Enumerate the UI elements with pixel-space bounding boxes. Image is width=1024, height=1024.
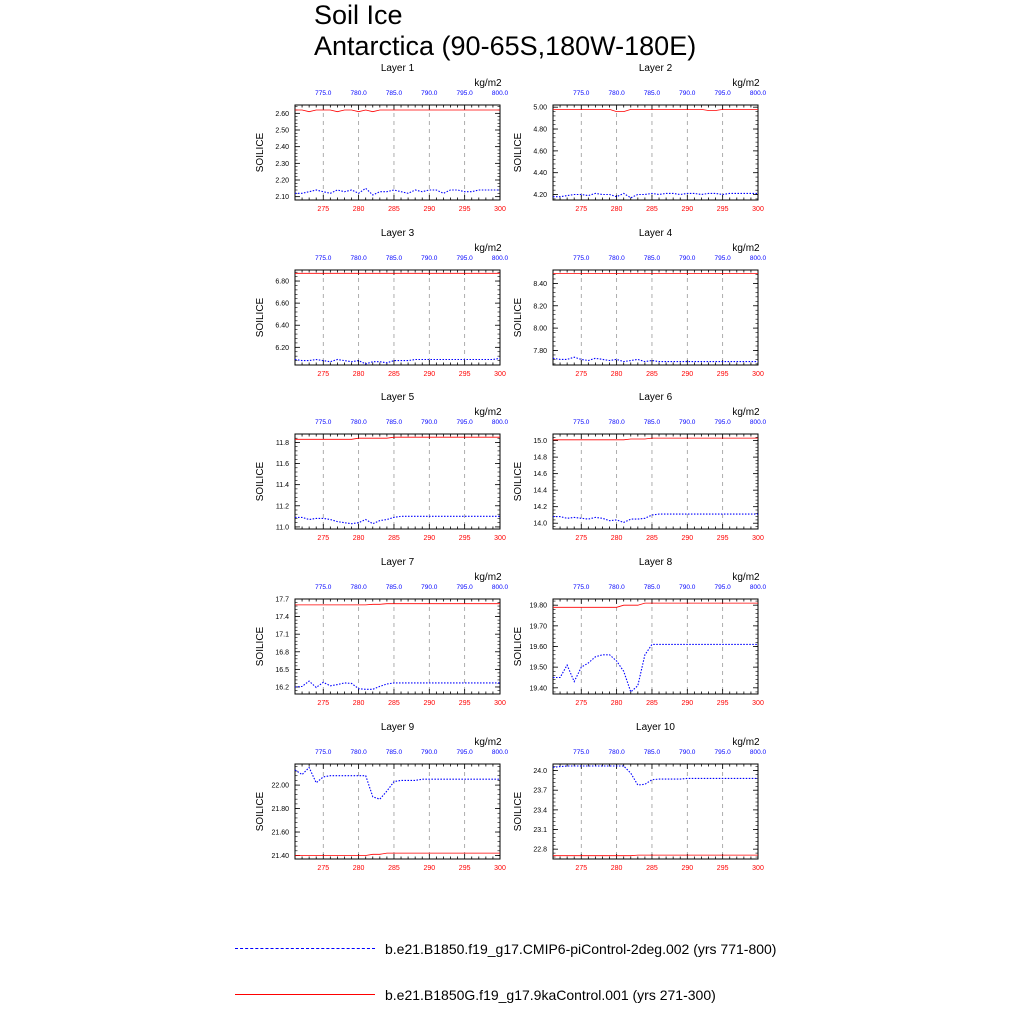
p3-y-tick-label: 6.40	[275, 322, 289, 330]
p10-series-line-dashed	[553, 766, 758, 785]
p8-y-tick-label: 19.80	[529, 602, 547, 610]
p6-panel-title: Layer 6	[638, 392, 673, 403]
p1-y-tick-label: 2.30	[275, 160, 289, 168]
p4-y-tick-label: 7.80	[533, 347, 547, 355]
p7-y-tick-label: 17.7	[275, 596, 289, 604]
p5-y-tick-label: 11.2	[275, 503, 289, 511]
p4-x-tick-label-bottom: 290	[681, 371, 694, 378]
p3-y-tick-label: 6.80	[275, 278, 289, 286]
p5-units-label: kg/m2	[474, 407, 502, 418]
p8-x-tick-label-bottom: 300	[752, 700, 764, 707]
p6-x-tick-label-top: 800.0	[749, 419, 767, 426]
p1-x-tick-label-top: 785.0	[385, 90, 403, 97]
p4-y-tick-label: 8.20	[533, 303, 547, 311]
p5-y-tick-label: 11.0	[275, 524, 289, 532]
p8-x-tick-label-bottom: 295	[716, 700, 729, 707]
p8-units-label: kg/m2	[732, 572, 760, 583]
p3-series-line-dashed	[295, 358, 500, 364]
p4-x-tick-label-top: 795.0	[714, 255, 731, 262]
p2-units-label: kg/m2	[732, 78, 760, 89]
p3-x-tick-label-top: 790.0	[421, 255, 438, 262]
figure-title: Soil Ice	[314, 0, 403, 30]
p2-y-tick-label: 5.00	[533, 104, 547, 112]
p2-x-tick-label-bottom: 285	[646, 206, 658, 213]
p5-y-tick-label: 11.6	[275, 461, 289, 469]
p1-panel-title: Layer 1	[380, 63, 415, 74]
p8-y-tick-label: 19.70	[529, 623, 547, 631]
p6-x-tick-label-bottom: 285	[646, 535, 658, 542]
p10-x-tick-label-top: 795.0	[714, 749, 731, 756]
p8-x-tick-label-bottom: 285	[646, 700, 658, 707]
p2-x-tick-label-bottom: 275	[575, 206, 588, 213]
p6-y-tick-label: 14.6	[533, 471, 547, 479]
p10-x-tick-label-bottom: 275	[575, 865, 588, 872]
p2-y-tick-label: 4.40	[533, 170, 547, 178]
p4-x-tick-label-top: 790.0	[679, 255, 696, 262]
p10-x-tick-label-bottom: 285	[646, 865, 658, 872]
p6-x-tick-label-bottom: 295	[716, 535, 729, 542]
p3-x-tick-label-bottom: 280	[352, 371, 365, 378]
p7-y-tick-label: 17.1	[275, 631, 289, 639]
p7-x-tick-label-top: 795.0	[456, 584, 473, 591]
p2-y-tick-label: 4.20	[533, 192, 547, 200]
p3-units-label: kg/m2	[474, 243, 502, 254]
p7-series-line-solid	[295, 604, 500, 605]
legend-label-solid: b.e21.B1850G.f19_g17.9kaControl.001 (yrs 271-300)	[385, 987, 716, 1003]
p10-panel-title: Layer 10	[636, 722, 675, 733]
p5-series-line-dashed	[295, 516, 500, 523]
p1-y-tick-label: 2.20	[275, 177, 289, 185]
p3-x-tick-label-top: 780.0	[350, 255, 367, 262]
p4-y-axis-label: SOILICE	[513, 297, 524, 338]
p5-x-tick-label-top: 790.0	[421, 419, 438, 426]
p5-series-line-solid	[295, 437, 500, 439]
p1-series-line-solid	[295, 110, 500, 112]
p9-x-tick-label-top: 790.0	[421, 749, 438, 756]
p7-y-axis-label: SOILICE	[255, 626, 266, 667]
p7-y-tick-label: 16.2	[275, 684, 289, 692]
p9-x-tick-label-bottom: 280	[352, 865, 365, 872]
p6-y-axis-label: SOILICE	[513, 461, 524, 502]
p1-x-tick-label-bottom: 300	[494, 206, 506, 213]
p5-x-tick-label-bottom: 280	[352, 535, 365, 542]
p5-x-tick-label-bottom: 290	[423, 535, 436, 542]
p4-x-tick-label-bottom: 300	[752, 371, 764, 378]
p10-x-tick-label-bottom: 300	[752, 865, 764, 872]
legend-line-solid	[235, 994, 375, 995]
p9-x-tick-label-bottom: 285	[388, 865, 400, 872]
p1-y-tick-label: 2.40	[275, 144, 289, 152]
p10-x-tick-label-top: 775.0	[573, 749, 590, 756]
p10-plot-frame	[553, 764, 758, 859]
p4-x-tick-label-top: 775.0	[573, 255, 590, 262]
p8-y-tick-label: 19.50	[529, 664, 547, 672]
p3-x-tick-label-bottom: 285	[388, 371, 400, 378]
p7-x-tick-label-bottom: 285	[388, 700, 400, 707]
p7-x-tick-label-top: 785.0	[385, 584, 403, 591]
p5-y-tick-label: 11.8	[275, 439, 289, 447]
p3-x-tick-label-bottom: 275	[317, 371, 330, 378]
p1-y-tick-label: 2.10	[275, 194, 289, 202]
p7-x-tick-label-top: 790.0	[421, 584, 438, 591]
p9-y-axis-label: SOILICE	[255, 791, 266, 832]
p5-x-tick-label-top: 785.0	[385, 419, 403, 426]
p1-x-tick-label-bottom: 280	[352, 206, 365, 213]
p2-x-tick-label-top: 785.0	[643, 90, 661, 97]
p7-units-label: kg/m2	[474, 572, 502, 583]
p8-y-tick-label: 19.60	[529, 644, 547, 651]
p4-units-label: kg/m2	[732, 243, 760, 254]
p6-y-tick-label: 14.4	[533, 487, 547, 495]
p6-x-tick-label-top: 790.0	[679, 419, 696, 426]
p2-x-tick-label-bottom: 295	[716, 206, 729, 213]
p1-x-tick-label-top: 775.0	[315, 90, 332, 97]
p10-x-tick-label-bottom: 290	[681, 865, 694, 872]
p1-series-line-dashed	[295, 188, 500, 195]
p6-x-tick-label-bottom: 275	[575, 535, 588, 542]
p1-x-tick-label-top: 795.0	[456, 90, 473, 97]
p5-plot-frame	[295, 434, 500, 529]
p8-x-tick-label-top: 790.0	[679, 584, 696, 591]
p3-x-tick-label-top: 800.0	[491, 255, 509, 262]
p1-x-tick-label-bottom: 295	[458, 206, 471, 213]
p5-x-tick-label-bottom: 285	[388, 535, 400, 542]
p4-plot-frame	[553, 270, 758, 365]
p4-x-tick-label-bottom: 285	[646, 371, 658, 378]
p2-x-tick-label-top: 790.0	[679, 90, 696, 97]
p4-y-tick-label: 8.40	[533, 280, 547, 288]
p5-x-tick-label-bottom: 275	[317, 535, 330, 542]
p2-plot-frame	[553, 105, 758, 200]
p9-y-tick-label: 22.00	[271, 782, 289, 790]
p7-x-tick-label-top: 800.0	[491, 584, 509, 591]
p9-y-tick-label: 21.80	[271, 806, 289, 814]
p7-y-tick-label: 17.4	[275, 614, 289, 622]
p1-y-tick-label: 2.50	[275, 127, 289, 135]
p8-y-axis-label: SOILICE	[513, 626, 524, 667]
p5-x-tick-label-top: 775.0	[315, 419, 332, 426]
p1-x-tick-label-bottom: 285	[388, 206, 400, 213]
p7-x-tick-label-bottom: 295	[458, 700, 471, 707]
p6-x-tick-label-bottom: 290	[681, 535, 694, 542]
p8-series-line-solid	[553, 603, 758, 607]
p6-y-tick-label: 15.0	[533, 438, 547, 446]
p6-y-tick-label: 14.8	[533, 454, 547, 462]
p9-x-tick-label-top: 795.0	[456, 749, 473, 756]
p9-panel-title: Layer 9	[380, 722, 415, 733]
p7-x-tick-label-top: 780.0	[350, 584, 367, 591]
p4-series-line-dashed	[553, 357, 758, 361]
p9-x-tick-label-top: 775.0	[315, 749, 332, 756]
p7-panel-title: Layer 7	[380, 557, 415, 568]
p4-x-tick-label-bottom: 295	[716, 371, 729, 378]
p6-y-tick-label: 14.2	[533, 504, 547, 512]
p9-units-label: kg/m2	[474, 737, 502, 748]
p2-series-line-dashed	[553, 193, 758, 197]
p2-panel-title: Layer 2	[638, 63, 673, 74]
p3-x-tick-label-top: 775.0	[315, 255, 332, 262]
p1-x-tick-label-top: 780.0	[350, 90, 367, 97]
p5-x-tick-label-top: 795.0	[456, 419, 473, 426]
p9-x-tick-label-bottom: 290	[423, 865, 436, 872]
p10-x-tick-label-top: 780.0	[608, 749, 625, 756]
p10-y-tick-label: 22.8	[533, 846, 547, 854]
p6-x-tick-label-top: 795.0	[714, 419, 731, 426]
p2-x-tick-label-top: 795.0	[714, 90, 731, 97]
legend-line-dashed	[235, 948, 375, 949]
p8-x-tick-label-top: 785.0	[643, 584, 661, 591]
p6-x-tick-label-top: 785.0	[643, 419, 661, 426]
p9-series-line-dashed	[295, 768, 500, 800]
p8-x-tick-label-top: 780.0	[608, 584, 625, 591]
p3-plot-frame	[295, 270, 500, 365]
p8-x-tick-label-top: 775.0	[573, 584, 590, 591]
p3-x-tick-label-top: 785.0	[385, 255, 403, 262]
p1-plot-frame	[295, 105, 500, 200]
p1-x-tick-label-top: 800.0	[491, 90, 509, 97]
p6-x-tick-label-top: 775.0	[573, 419, 590, 426]
p9-plot-frame	[295, 764, 500, 859]
p4-x-tick-label-top: 800.0	[749, 255, 767, 262]
p7-y-tick-label: 16.5	[275, 666, 289, 674]
p4-x-tick-label-top: 780.0	[608, 255, 625, 262]
p10-series-line-solid	[553, 855, 758, 856]
figure-subtitle: Antarctica (90-65S,180W-180E)	[314, 31, 697, 61]
p5-x-tick-label-top: 780.0	[350, 419, 367, 426]
p9-series-line-solid	[295, 853, 500, 855]
p2-series-line-solid	[553, 109, 758, 111]
p1-x-tick-label-bottom: 275	[317, 206, 330, 213]
p10-y-tick-label: 23.4	[533, 807, 547, 815]
p6-units-label: kg/m2	[732, 407, 760, 418]
p9-x-tick-label-top: 785.0	[385, 749, 403, 756]
p10-x-tick-label-top: 790.0	[679, 749, 696, 756]
p2-x-tick-label-bottom: 280	[610, 206, 623, 213]
p3-x-tick-label-top: 795.0	[456, 255, 473, 262]
p6-series-line-solid	[553, 438, 758, 440]
p3-y-axis-label: SOILICE	[255, 297, 266, 338]
p3-y-tick-label: 6.20	[275, 344, 289, 352]
p2-y-axis-label: SOILICE	[513, 132, 524, 173]
p8-x-tick-label-top: 795.0	[714, 584, 731, 591]
p5-y-tick-label: 11.4	[275, 482, 289, 490]
p7-x-tick-label-bottom: 300	[494, 700, 506, 707]
p10-units-label: kg/m2	[732, 737, 760, 748]
p3-panel-title: Layer 3	[380, 228, 415, 239]
p6-x-tick-label-bottom: 280	[610, 535, 623, 542]
p10-x-tick-label-bottom: 295	[716, 865, 729, 872]
p5-panel-title: Layer 5	[380, 392, 415, 403]
p5-x-tick-label-bottom: 300	[494, 535, 506, 542]
p4-panel-title: Layer 4	[638, 228, 673, 239]
p8-x-tick-label-bottom: 275	[575, 700, 588, 707]
p4-x-tick-label-bottom: 275	[575, 371, 588, 378]
p2-x-tick-label-bottom: 300	[752, 206, 764, 213]
p6-series-line-dashed	[553, 514, 758, 522]
p7-series-line-dashed	[295, 681, 500, 689]
p9-y-tick-label: 21.60	[271, 829, 289, 837]
p5-x-tick-label-top: 800.0	[491, 419, 509, 426]
p9-x-tick-label-top: 780.0	[350, 749, 367, 756]
p6-x-tick-label-top: 780.0	[608, 419, 625, 426]
p1-x-tick-label-bottom: 290	[423, 206, 436, 213]
p1-y-tick-label: 2.60	[275, 110, 289, 118]
p8-series-line-dashed	[553, 644, 758, 692]
p1-x-tick-label-top: 790.0	[421, 90, 438, 97]
p8-plot-frame	[553, 599, 758, 694]
p10-x-tick-label-top: 800.0	[749, 749, 767, 756]
p9-x-tick-label-bottom: 300	[494, 865, 506, 872]
p10-y-tick-label: 23.1	[533, 827, 547, 835]
p3-x-tick-label-bottom: 290	[423, 371, 436, 378]
p9-x-tick-label-bottom: 275	[317, 865, 330, 872]
p2-x-tick-label-top: 780.0	[608, 90, 625, 97]
p3-y-tick-label: 6.60	[275, 300, 289, 308]
p7-plot-frame	[295, 599, 500, 694]
p4-y-tick-label: 8.00	[533, 325, 547, 333]
p3-x-tick-label-bottom: 300	[494, 371, 506, 378]
p10-x-tick-label-bottom: 280	[610, 865, 623, 872]
p8-panel-title: Layer 8	[638, 557, 673, 568]
p2-x-tick-label-top: 775.0	[573, 90, 590, 97]
p2-y-tick-label: 4.80	[533, 126, 547, 134]
p2-x-tick-label-bottom: 290	[681, 206, 694, 213]
p4-x-tick-label-top: 785.0	[643, 255, 661, 262]
p2-x-tick-label-top: 800.0	[749, 90, 767, 97]
p9-x-tick-label-top: 800.0	[491, 749, 509, 756]
p3-x-tick-label-bottom: 295	[458, 371, 471, 378]
p1-y-axis-label: SOILICE	[255, 132, 266, 173]
p8-x-tick-label-bottom: 280	[610, 700, 623, 707]
p9-y-tick-label: 21.40	[271, 852, 289, 860]
p7-x-tick-label-bottom: 290	[423, 700, 436, 707]
p10-y-axis-label: SOILICE	[513, 791, 524, 832]
p7-x-tick-label-bottom: 280	[352, 700, 365, 707]
p8-x-tick-label-top: 800.0	[749, 584, 767, 591]
p10-y-tick-label: 24.0	[533, 768, 547, 776]
p6-x-tick-label-bottom: 300	[752, 535, 764, 542]
p5-y-axis-label: SOILICE	[255, 461, 266, 502]
p7-x-tick-label-top: 775.0	[315, 584, 332, 591]
p2-y-tick-label: 4.60	[533, 148, 547, 156]
p8-x-tick-label-bottom: 290	[681, 700, 694, 707]
p9-x-tick-label-bottom: 295	[458, 865, 471, 872]
p5-x-tick-label-bottom: 295	[458, 535, 471, 542]
legend-label-dashed: b.e21.B1850.f19_g17.CMIP6-piControl-2deg.002 (yrs 771-800)	[385, 941, 777, 957]
p6-y-tick-label: 14.0	[533, 520, 547, 528]
p1-units-label: kg/m2	[474, 78, 502, 89]
p8-y-tick-label: 19.40	[529, 685, 547, 693]
p4-x-tick-label-bottom: 280	[610, 371, 623, 378]
p7-y-tick-label: 16.8	[275, 649, 289, 657]
p10-y-tick-label: 23.7	[533, 787, 547, 795]
p7-x-tick-label-bottom: 275	[317, 700, 330, 707]
p10-x-tick-label-top: 785.0	[643, 749, 661, 756]
